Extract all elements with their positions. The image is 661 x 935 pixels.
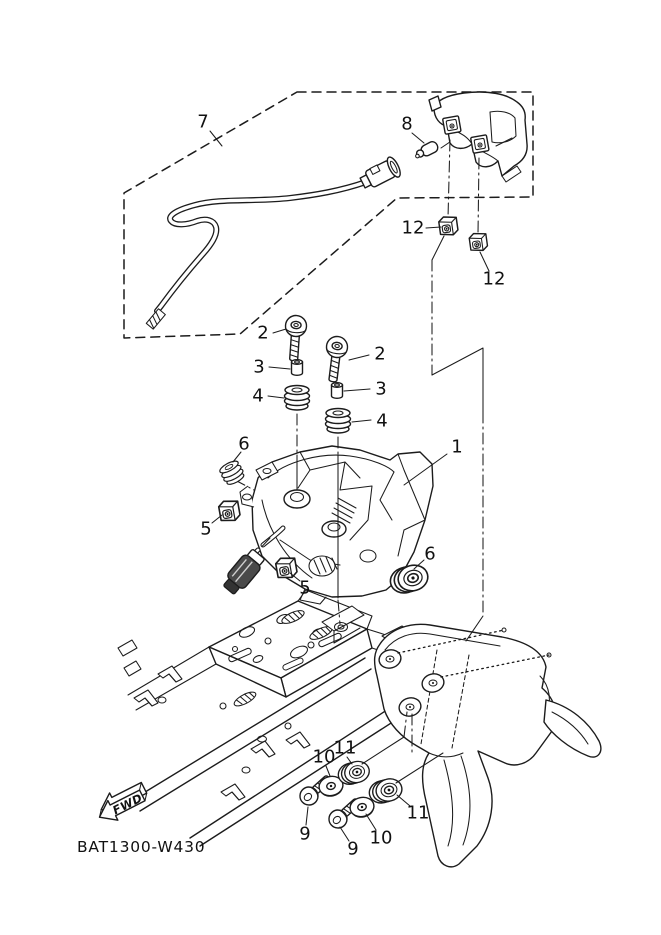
callout-8-label[interactable]: 8 xyxy=(401,113,413,135)
callout-9-left[interactable] xyxy=(299,807,310,845)
callout-11-right-label[interactable]: 11 xyxy=(406,802,430,824)
callout-12-left-label[interactable]: 12 xyxy=(401,217,425,239)
callout-5-right-label[interactable]: 5 xyxy=(299,577,311,599)
callout-8[interactable] xyxy=(401,114,424,144)
callout-10-right-label[interactable]: 10 xyxy=(369,827,393,849)
callout-12-right-label[interactable]: 12 xyxy=(482,268,506,290)
fwd-arrow-label: FWD xyxy=(110,790,145,818)
callout-4-right-label[interactable]: 4 xyxy=(376,410,388,432)
callout-10-right[interactable] xyxy=(366,814,392,849)
grommet-6-top xyxy=(218,459,247,487)
diagram-code: BAT1300-W430 xyxy=(77,838,206,856)
callout-4-left[interactable] xyxy=(252,386,284,407)
callout-7-label[interactable]: 7 xyxy=(197,111,209,133)
callout-3-left[interactable] xyxy=(253,357,290,378)
taillight-lens-cover xyxy=(429,92,527,182)
callout-4-right[interactable] xyxy=(352,411,388,432)
callout-5-left[interactable] xyxy=(200,515,222,540)
callout-6-top-label[interactable]: 6 xyxy=(238,433,250,455)
wire-connector xyxy=(220,547,267,597)
fwd-arrow xyxy=(92,778,152,827)
callout-4-left-label[interactable]: 4 xyxy=(252,385,264,407)
callout-6-bottom-label[interactable]: 6 xyxy=(424,543,436,565)
callout-11-right[interactable] xyxy=(397,795,429,824)
callout-11-left[interactable] xyxy=(334,738,357,765)
grommet-4-left xyxy=(285,386,310,411)
clip-nut-5-left xyxy=(218,499,241,523)
callout-3-left-label[interactable]: 3 xyxy=(253,356,265,378)
clip-nut-12-left xyxy=(438,215,458,236)
screw-2-right xyxy=(322,335,348,383)
callout-12-left[interactable] xyxy=(402,218,441,239)
lens-tab-left xyxy=(443,116,462,135)
centerline-tab-right xyxy=(478,158,479,234)
rear-fender xyxy=(375,624,601,867)
callout-2-right[interactable] xyxy=(349,344,386,365)
callout-9-left-label[interactable]: 9 xyxy=(299,823,311,845)
callout-2-right-label[interactable]: 2 xyxy=(374,343,386,365)
callout-2-left[interactable] xyxy=(257,323,286,344)
callout-9-right-label[interactable]: 9 xyxy=(347,838,359,860)
screw-2-left xyxy=(283,315,307,362)
collar-3-right xyxy=(332,383,343,399)
bulb-socket xyxy=(358,155,403,193)
wire-terminal-tip xyxy=(146,309,165,329)
collar-3-left xyxy=(292,360,303,376)
callout-11-left-label[interactable]: 11 xyxy=(333,737,357,759)
callout-12-right[interactable] xyxy=(480,252,505,290)
wire-harness-7 xyxy=(146,155,403,329)
lens-tab-right xyxy=(471,135,490,154)
callout-5-left-label[interactable]: 5 xyxy=(200,518,212,540)
callout-10-left-label[interactable]: 10 xyxy=(312,746,336,768)
callout-3-right[interactable] xyxy=(344,379,387,400)
callout-9-right[interactable] xyxy=(340,827,359,860)
callout-1-label[interactable]: 1 xyxy=(451,436,463,458)
callout-3-right-label[interactable]: 3 xyxy=(375,378,387,400)
callout-2-left-label[interactable]: 2 xyxy=(257,322,269,344)
callout-7[interactable] xyxy=(197,112,222,147)
callout-6-top[interactable] xyxy=(233,434,250,463)
grommet-4-right xyxy=(326,409,351,434)
centerline-tab-left xyxy=(448,140,450,218)
clip-nut-12-right xyxy=(469,232,488,252)
